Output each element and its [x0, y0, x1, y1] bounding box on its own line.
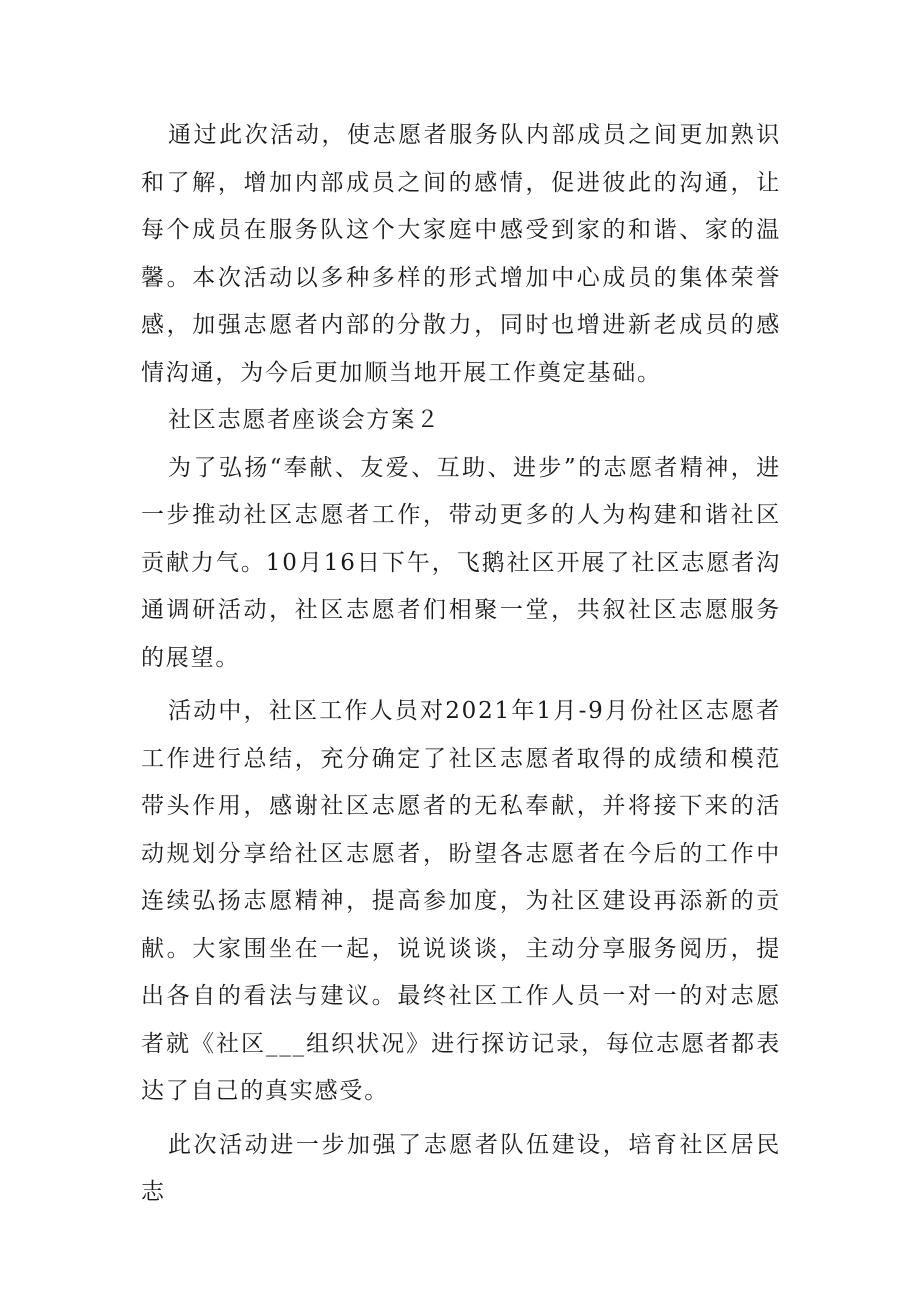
paragraph-activity-details: 活动中，社区工作人员对2021年1月-9月份社区志愿者工作进行总结，充分确定了社区志愿者取得的成绩和模范带头作用，感谢社区志愿者的无私奉献，并将接下来的活动规划分享给社区志愿者，盼望各志愿者在今后的工作中连续弘扬志愿精神，提高参加度，为社区建设再添新的贡献。大家围坐在一起，说说谈谈，主动分享服务阅历，提出各自的看法与建议。最终社区工作人员一对一的对志愿者就《社区___组织状况》进行探访记录，每位志愿者都表达了自己的真实感受。	[141, 698, 781, 1104]
document-body	[141, 112, 781, 1217]
paragraph-activity-summary: 通过此次活动，使志愿者服务队内部成员之间更加熟识和了解，增加内部成员之间的感情，促进彼此的沟通，让每个成员在服务队这个大家庭中感受到家的和谐、家的温馨。本次活动以多种多样的形式增加中心成员的集体荣誉感，加强志愿者内部的分散力，同时也增进新老成员的感情沟通，为今后更加顺当地开展工作奠定基础。	[141, 122, 781, 386]
paragraph-conclusion: 此次活动进一步加强了志愿者队伍建设，培育社区居民志	[141, 1131, 781, 1205]
section-heading-plan-2: 社区志愿者座谈会方案２	[168, 407, 441, 433]
paragraph-volunteer-spirit: 为了弘扬“奉献、友爱、互助、进步”的志愿者精神，进一步推动社区志愿者工作，带动更多的人为构建和谐社区贡献力气。10月16日下午，飞鹅社区开展了社区志愿者沟通调研活动，社区志愿者们相聚一堂，共叙社区志愿服务的展望。	[141, 454, 781, 671]
